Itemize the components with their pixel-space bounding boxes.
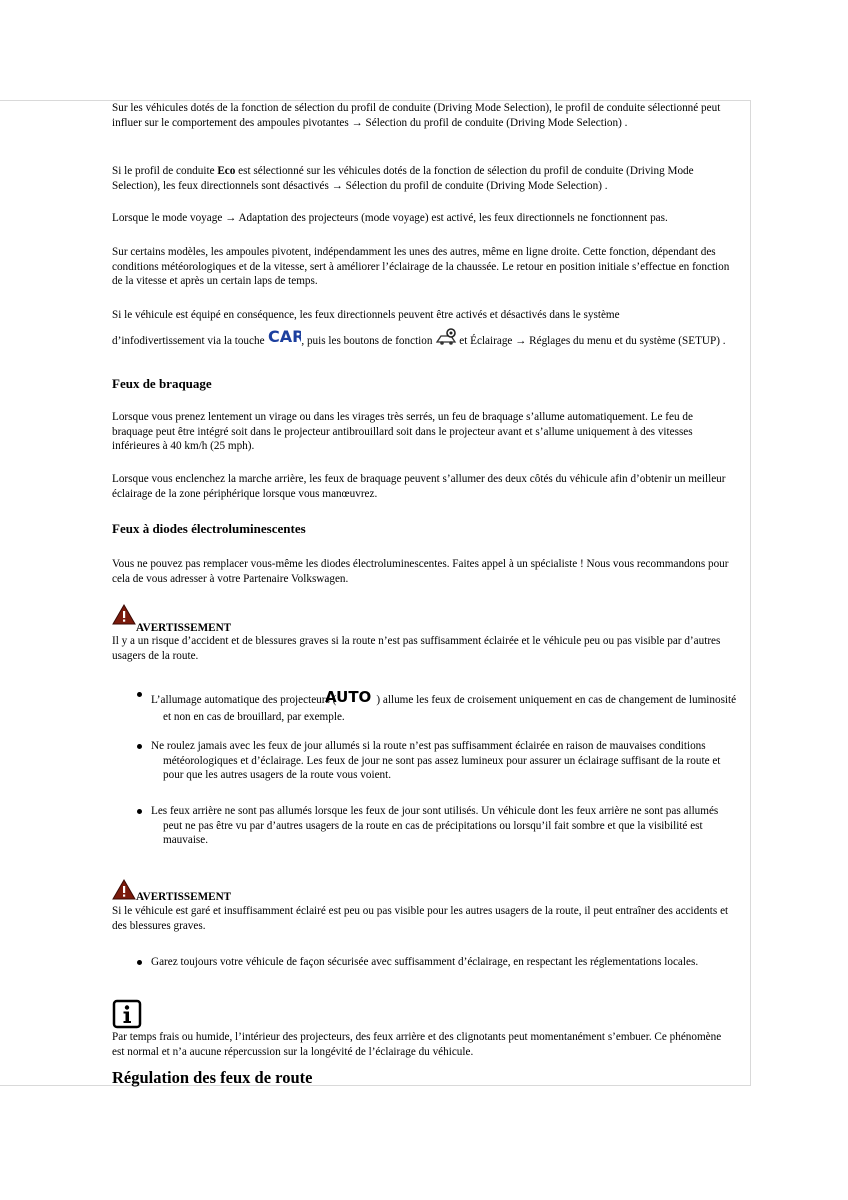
list-item-text: Les feux arrière ne sont pas allumés lorsque les feux de jour sont utilisés. Un véhicule dont les feux arrière ne sont pas allumés peut ne pas être vu par d’autres usagers de la route en cas de précipitations ou lorsqu’il fait sombre et que la visibilité est mauvaise. xyxy=(151,805,719,846)
list-item xyxy=(137,804,737,848)
warning-title: AVERTISSEMENT xyxy=(136,622,232,634)
text-run: d’infodivertissement via la touche xyxy=(112,334,268,347)
heading-feux-braquage: Feux de braquage xyxy=(112,376,212,391)
list-item xyxy=(137,739,737,783)
car-button-icon xyxy=(267,326,301,351)
list-item-text: Garez toujours votre véhicule de façon sécurisée avec suffisamment d’éclairage, en respectant les réglementations locales. xyxy=(151,956,699,968)
warning-title: AVERTISSEMENT xyxy=(136,891,232,903)
heading-regulation-feux-route: Régulation des feux de route xyxy=(112,1068,313,1087)
auto-label: AUTO xyxy=(325,688,372,705)
info-note xyxy=(112,1030,736,1059)
paragraph-text: Lorsque vous prenez lentement un virage ou dans les virages très serrés, un feu de braquage s’allume automatiquement. Le feu de braquage peut être intégré soit dans le projecteur antibrouillard soit dans le projecteur avant et s’allume uniquement à des vitesses inférieures à 40 km/h (25 mph). xyxy=(112,411,693,452)
paragraph-infotainment xyxy=(112,308,736,350)
paragraph-text: Vous ne pouvez pas remplacer vous-même les diodes électroluminescentes. Faites appel à un spécialiste ! Nous vous recommandons pour cela de vous adresser à votre Partenaire Volkswagen. xyxy=(112,558,729,585)
auto-headlight-icon xyxy=(325,687,376,710)
text-run: , puis les boutons de fonction xyxy=(301,334,436,347)
paragraph-text: Sur les véhicules dotés de la fonction de sélection du profil de conduite (Driving Mode Selection), le profil de conduite sélectionné peut influer sur le comportement des ampoules pivotantes → Sélection du profil de conduite (Driving Mode Selection) . xyxy=(112,102,721,129)
text-run: Si le véhicule est équipé en conséquence, les feux directionnels peuvent être activés et désactivés dans le système xyxy=(112,309,620,321)
list-item xyxy=(137,955,737,970)
bullet-icon xyxy=(137,809,142,814)
paragraph-text: Lorsque vous enclenchez la marche arrière, les feux de braquage peuvent s’allumer des deux côtés du véhicule afin d’obtenir un meilleur éclairage de la zone périphérique lorsque vous manœuvrez. xyxy=(112,473,726,500)
warning-triangle-icon xyxy=(112,604,136,625)
text-run: Si le profil de conduite xyxy=(112,165,218,177)
paragraph-led-replacement xyxy=(112,557,736,586)
text-run: et Éclairage → Réglages du menu et du système (SETUP) . xyxy=(459,334,726,347)
paragraph-text: Sur certains modèles, les ampoules pivotent, indépendamment les unes des autres, même en ligne droite. Cette fonction, dépendant des conditions météorologiques et de la vitesse, sert à améliorer l’éclairage de la chaussée. Le retour en position initiale s’effectue en fonction de la vitesse et après un certain laps de temps. xyxy=(112,246,730,287)
bullet-icon xyxy=(137,744,142,749)
text-run: L’allumage automatique des projecteurs ( xyxy=(151,694,337,706)
car-settings-icon xyxy=(435,328,459,351)
car-button-label: CAR xyxy=(268,326,302,346)
heading-feux-diodes: Feux à diodes électroluminescentes xyxy=(112,521,306,536)
paragraph-reverse-gear xyxy=(112,472,736,501)
text-run: ) allume les feux de croisement uniquement en cas de changement de luminosité et non en cas de brouillard, par exemple. xyxy=(163,694,737,723)
warning-text xyxy=(112,634,736,663)
paragraph-cornering-light xyxy=(112,410,736,454)
info-icon xyxy=(112,999,142,1029)
warning-text xyxy=(112,904,736,933)
text-run: est sélectionné sur les véhicules dotés de la fonction de sélection du profil de conduite (Driving Mode Selection), les feux directionnels sont désactivés → Sélection du profil de conduite (Driving Mode Selection) . xyxy=(112,165,694,192)
bullet-icon xyxy=(137,692,142,697)
paragraph-text: Lorsque le mode voyage → Adaptation des projecteurs (mode voyage) est activé, les feux directionnels ne fonctionnent pas. xyxy=(112,212,668,224)
eco-label: Eco xyxy=(217,165,236,177)
paragraph-pivoting-bulbs xyxy=(112,245,736,289)
paragraph-eco-profile xyxy=(112,164,736,193)
paragraph-text: Il y a un risque d’accident et de blessures graves si la route n’est pas suffisamment éclairée et le véhicule peu ou pas visible par d’autres usagers de la route. xyxy=(112,635,721,662)
bullet-icon xyxy=(137,960,142,965)
warning-triangle-icon xyxy=(112,879,136,900)
list-item-text: Ne roulez jamais avec les feux de jour allumés si la route n’est pas suffisamment éclairée en raison de mauvaises conditions météorologiques et d’éclairage. Les feux de jour ne sont pas assez lumineux pour assurer un éclairage suffisant de la route et pour que les autres usagers de la route vous voient. xyxy=(151,740,721,781)
paragraph-text: Si le véhicule est garé et insuffisamment éclairé est peu ou pas visible pour les autres usagers de la route, il peut entraîner des accidents et des blessures graves. xyxy=(112,905,729,932)
paragraph-mode-selection xyxy=(112,101,736,130)
list-item xyxy=(137,687,737,724)
paragraph-travel-mode xyxy=(112,211,736,226)
paragraph-text: Par temps frais ou humide, l’intérieur des projecteurs, des feux arrière et des clignotants peut momentanément s’embuer. Ce phénomène est normal et n’a aucune répercussion sur la longévité de l’éclairage du véhicule. xyxy=(112,1031,722,1058)
